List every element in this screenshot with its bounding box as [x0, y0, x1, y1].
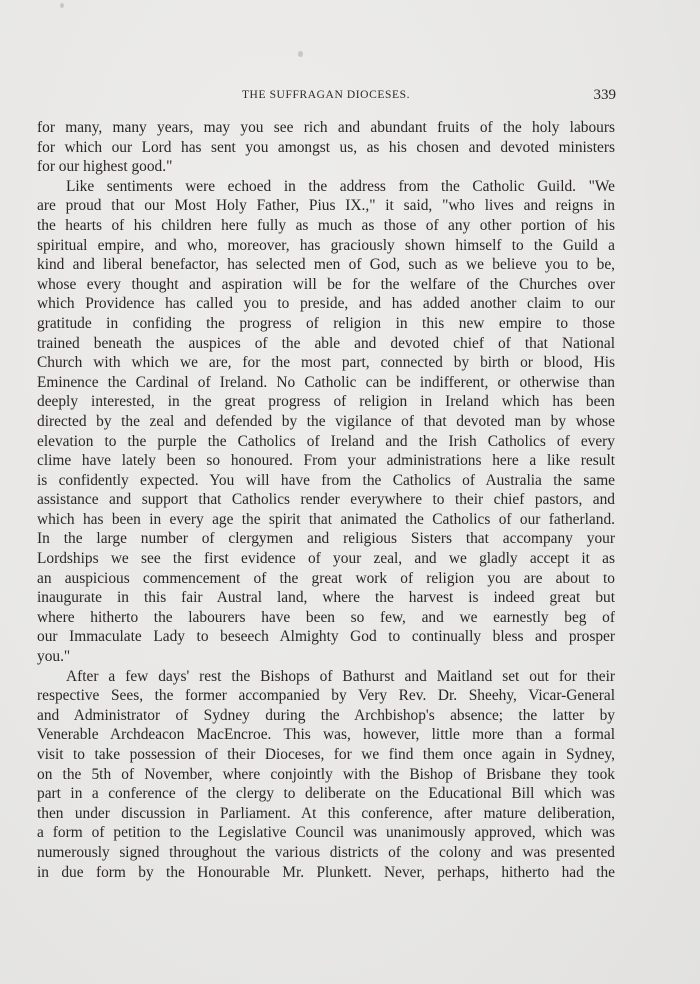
- text-line: is confidently expected. You will have from the Catholics of Australia the same: [37, 471, 615, 489]
- text-line: which has been in every age the spirit that animated the Catholics of our fatherland.: [37, 510, 615, 528]
- text-line: for which our Lord has sent you amongst us, as his chosen and devoted ministers: [37, 138, 615, 156]
- text-line: elevation to the purple the Catholics of Ireland and the Irish Catholics of every: [37, 432, 615, 450]
- paragraph-1: [37, 118, 615, 177]
- text-line: numerously signed throughout the various districts of the colony and was presented: [37, 843, 615, 861]
- text-line: assistance and support that Catholics render everywhere to their chief pastors, and: [37, 491, 615, 509]
- text-line: Lordships we see the first evidence of your zeal, and we gladly accept it as: [37, 550, 615, 568]
- text-line: then under discussion in Parliament. At this conference, after mature deliberation,: [37, 804, 615, 822]
- text-line: in due form by the Honourable Mr. Plunkett. Never, perhaps, hitherto had the: [37, 863, 615, 881]
- text-line: part in a conference of the clergy to deliberate on the Educational Bill which was: [37, 785, 615, 803]
- text-line: deeply interested, in the great progress of religion in Ireland which has been: [37, 393, 615, 411]
- text-line: which Providence has called you to preside, and has added another claim to our: [37, 295, 615, 313]
- running-head: THE SUFFRAGAN DIOCESES.: [241, 89, 411, 101]
- text-line: whose every thought and aspiration will be for the welfare of the Churches over: [37, 275, 615, 293]
- text-line: Church with which we are, for the most part, connected by birth or blood, His: [37, 354, 615, 372]
- text-line: on the 5th of November, where conjointly with the Bishop of Brisbane they took: [37, 765, 615, 783]
- text-line: clime have lately been so honoured. From your administrations here a like result: [37, 452, 615, 470]
- text-line: Like sentiments were echoed in the address from the Catholic Guild. "We: [66, 177, 615, 195]
- paragraph-3: [37, 667, 615, 883]
- text-line: a form of petition to the Legislative Council was unanimously approved, which was: [37, 824, 615, 842]
- text-line: an auspicious commencement of the great work of religion you are about to: [37, 569, 615, 587]
- text-line: trained beneath the auspices of the able and devoted chief of that National: [37, 334, 615, 352]
- text-line: Venerable Archdeacon MacEncroe. This was, however, little more than a formal: [37, 726, 615, 744]
- page-header: [36, 89, 616, 105]
- text-line: kind and liberal benefactor, has selected men of God, such as we believe you to be,: [37, 256, 615, 274]
- text-line: our Immaculate Lady to beseech Almighty God to continually bless and prosper: [37, 628, 615, 646]
- text-line: spiritual empire, and who, moreover, has graciously shown himself to the Guild a: [37, 236, 615, 254]
- text-line: directed by the zeal and defended by the vigilance of that devoted man by whose: [37, 412, 615, 430]
- text-line: you.": [37, 648, 71, 666]
- page-blemish: [298, 51, 303, 57]
- text-line: respective Sees, the former accompanied by Very Rev. Dr. Sheehy, Vicar-General: [37, 687, 615, 705]
- text-line: for many, many years, may you see rich and abundant fruits of the holy labours: [37, 119, 615, 136]
- body-text: [37, 118, 615, 882]
- page-blemish: [60, 3, 64, 8]
- paragraph-2: [37, 177, 615, 667]
- text-line: where hitherto the labourers have been so few, and we earnestly beg of: [37, 608, 615, 626]
- text-line: gratitude in confiding the progress of religion in this new empire to those: [37, 314, 615, 332]
- text-line: visit to take possession of their Dioceses, for we find them once again in Sydney,: [37, 746, 615, 763]
- text-line: Eminence the Cardinal of Ireland. No Catholic can be indifferent, or otherwise than: [37, 373, 615, 391]
- text-line: for our highest good.": [37, 158, 173, 176]
- text-line: inaugurate in this fair Austral land, where the harvest is indeed great but: [37, 589, 615, 607]
- page-number: 339: [593, 87, 616, 103]
- text-line: are proud that our Most Holy Father, Pius IX.," it said, "who lives and reigns in: [37, 197, 615, 215]
- text-line: In the large number of clergymen and religious Sisters that accompany your: [37, 530, 615, 548]
- text-line: After a few days' rest the Bishops of Bathurst and Maitland set out for their: [66, 667, 615, 685]
- text-line: the hearts of his children here fully as much as those of any other portion of his: [37, 216, 615, 234]
- text-line: and Administrator of Sydney during the Archbishop's absence; the latter by: [37, 706, 615, 724]
